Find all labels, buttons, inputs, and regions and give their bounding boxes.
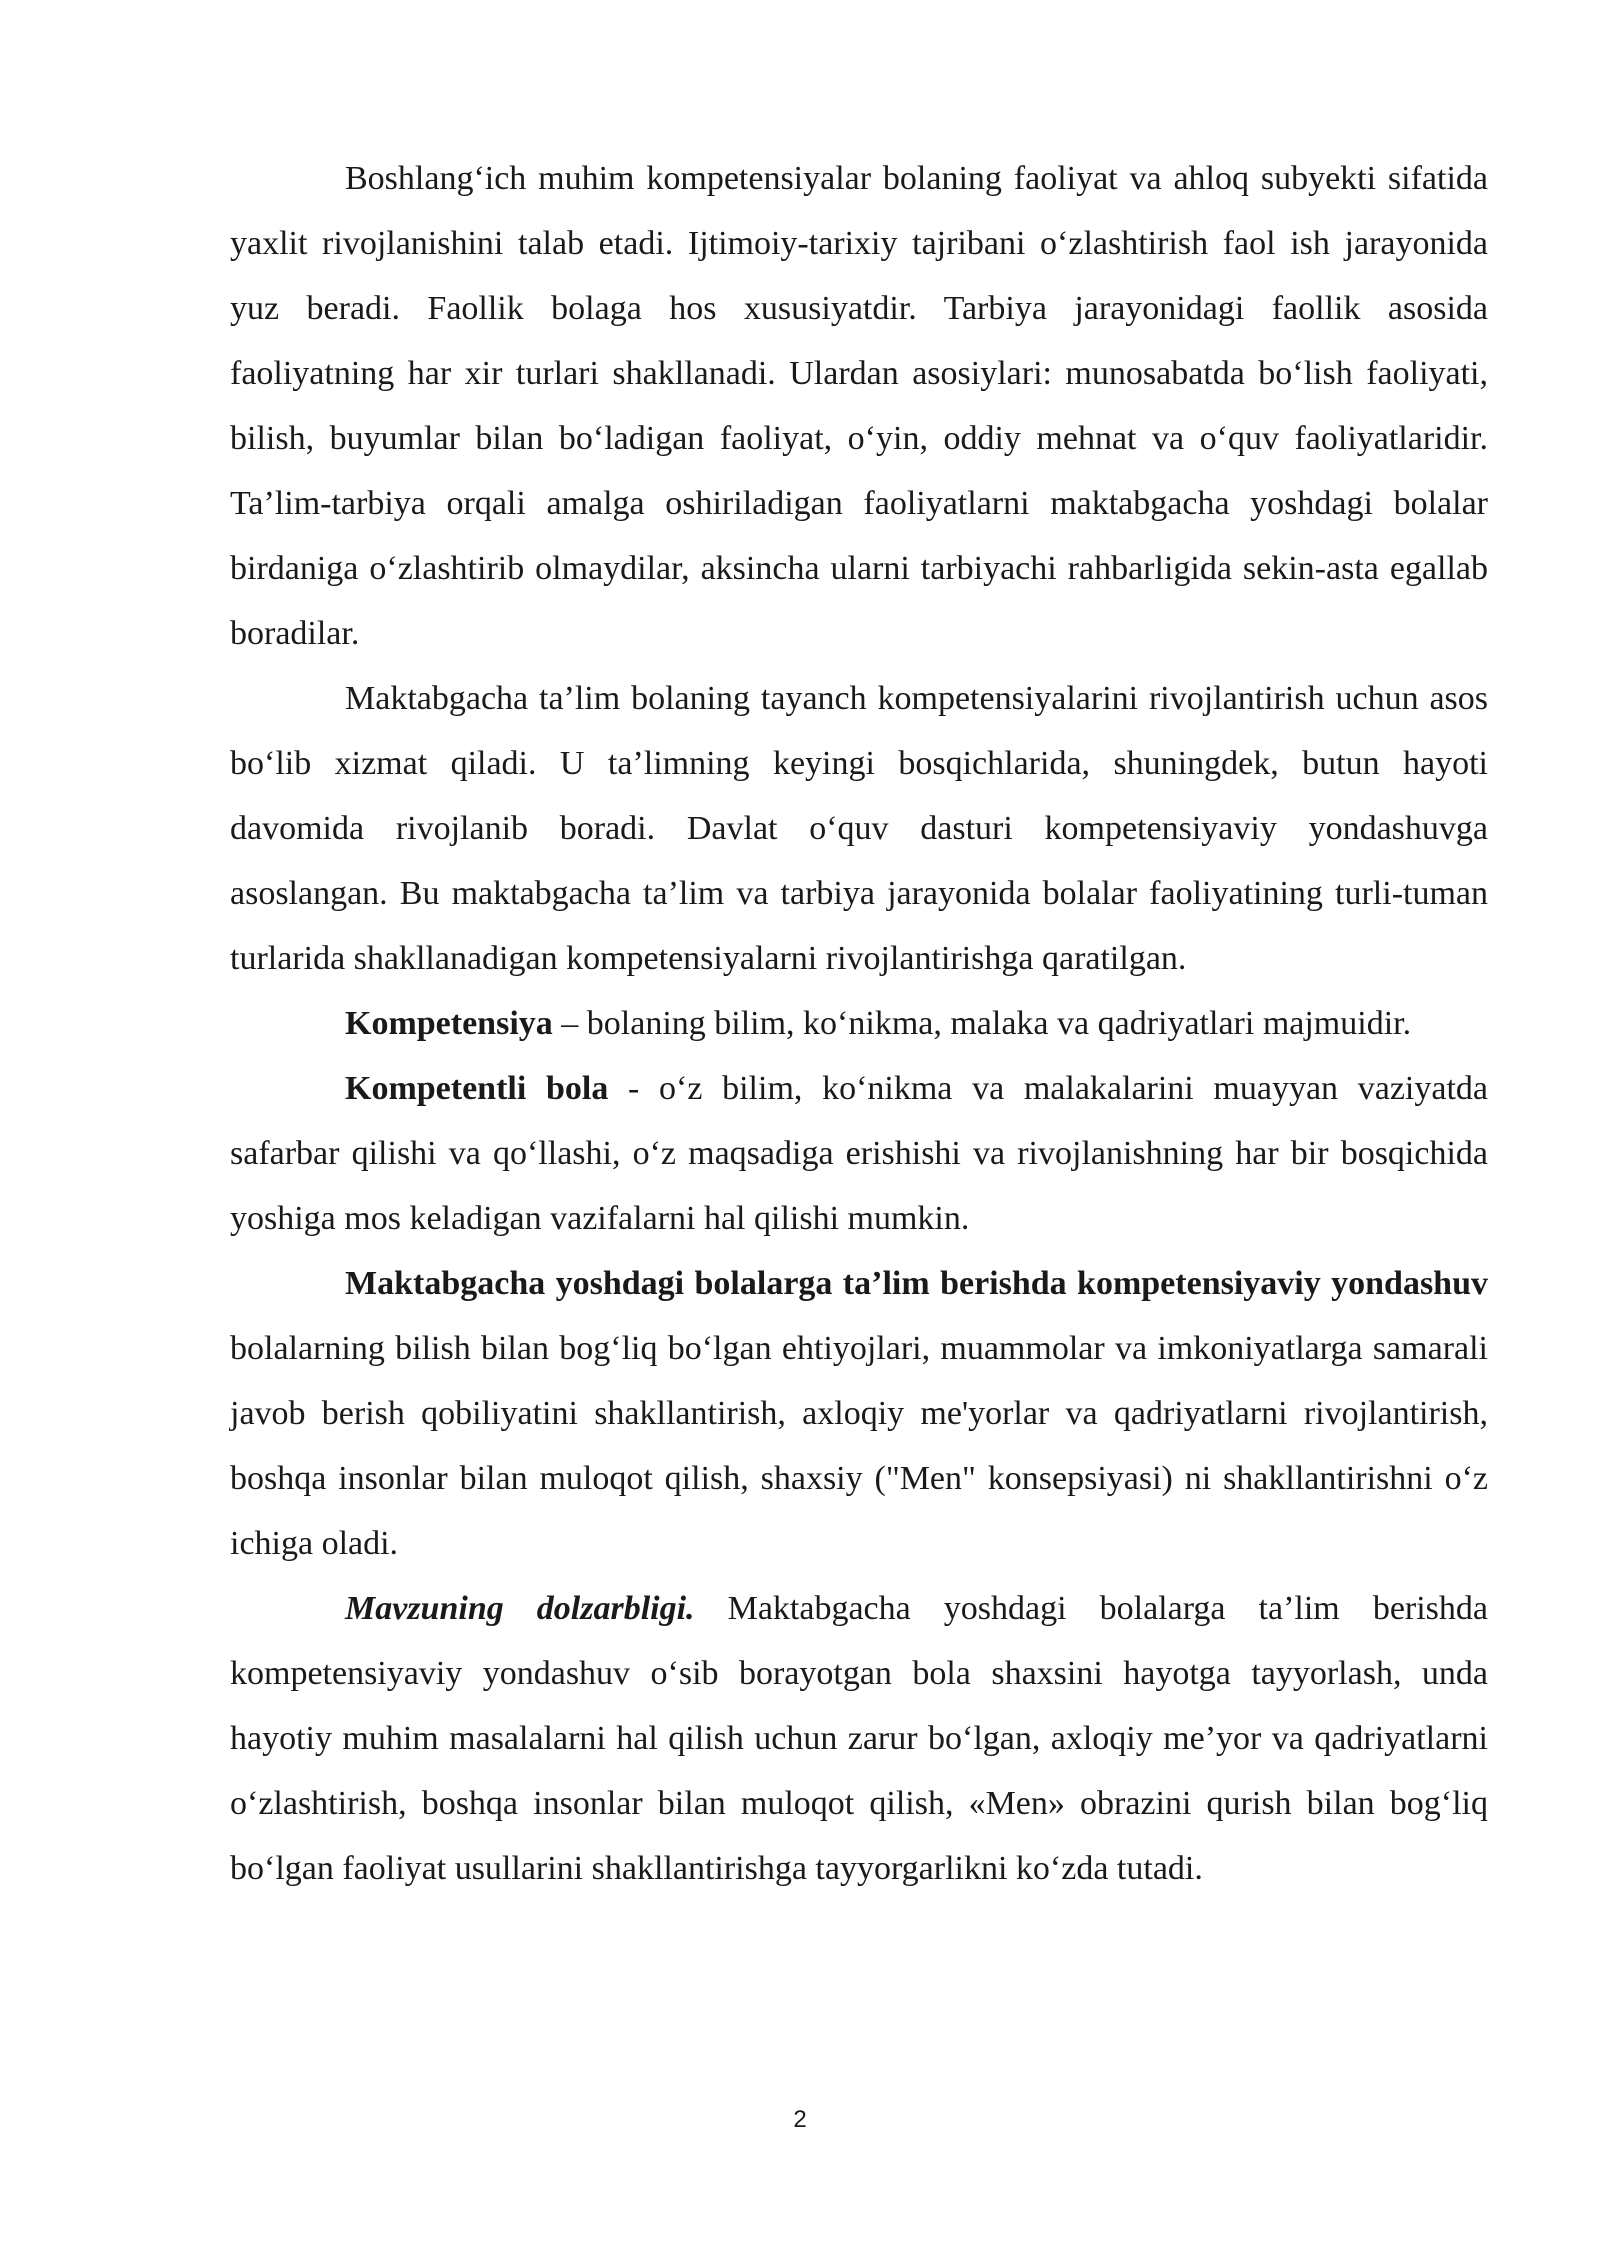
paragraph-text: - o‘z bilim, ko‘nikma va malakalarini muayyan vaziyatda safarbar qilishi va qo‘llashi, o‘z maqsadiga erishishi va rivojlanishning har bir bosqichida yoshiga mos keladigan vazifalarni hal qilishi mumkin. xyxy=(230,1070,1488,1237)
paragraph-3 xyxy=(230,991,1488,1056)
paragraph-text: Boshlang‘ich muhim kompetensiyalar bolaning faoliyat va ahloq subyekti sifatida yaxlit rivojlanishini talab etadi. Ijtimoiy-tarixiy tajribani o‘zlashtirish faol ish jarayonida yuz beradi. Faollik bolaga hos xususiyatdir. Tarbiya jarayonidagi faollik asosida faoliyatning har xir turlari shakllanadi. Ulardan asosiylari: munosabatda bo‘lish faoliyati, bilish, buyumlar bilan bo‘ladigan faoliyat, o‘yin, oddiy mehnat va o‘quv faoliyatlaridir. Ta’lim-tarbiya orqali amalga oshiriladigan faoliyatlarni maktabgacha yoshdagi bolalar birdaniga o‘zlashtirib olmaydilar, aksincha ularni tarbiyachi rahbarligida sekin-asta egallab boradilar. xyxy=(230,160,1488,652)
term-mavzuning-dolzarbligi: Mavzuning dolzarbligi. xyxy=(345,1590,695,1627)
term-kompetentli-bola: Kompetentli bola xyxy=(345,1070,609,1107)
paragraph-5 xyxy=(230,1251,1488,1576)
document-body xyxy=(230,146,1488,1901)
paragraph-text: Maktabgacha ta’lim bolaning tayanch kompetensiyalarini rivojlantirish uchun asos bo‘lib xizmat qiladi. U ta’limning keyingi bosqichlarida, shuningdek, butun hayoti davomida rivojlanib boradi. Davlat o‘quv dasturi kompetensiyaviy yondashuvga asoslangan. Bu maktabgacha ta’lim va tarbiya jarayonida bolalar faoliyatining turli-tuman turlarida shakllanadigan kompetensiyalarni rivojlantirishga qaratilgan. xyxy=(230,680,1488,977)
page-number: 2 xyxy=(793,2106,807,2133)
paragraph-2 xyxy=(230,666,1488,991)
term-kompetensiyaviy-yondashuv: Maktabgacha yoshdagi bolalarga ta’lim berishda kompetensiyaviy yondashuv xyxy=(345,1265,1488,1302)
paragraph-text: bolalarning bilish bilan bog‘liq bo‘lgan ehtiyojlari, muammolar va imkoniyatlarga samarali javob berish qobiliyatini shakllantirish, axloqiy me'yorlar va qadriyatlarni rivojlantirish, boshqa insonlar bilan muloqot qilish, shaxsiy ("Men" konsepsiyasi) ni shakllantirishni o‘z ichiga oladi. xyxy=(230,1330,1488,1562)
term-kompetensiya: Kompetensiya xyxy=(345,1005,553,1042)
paragraph-text: – bolaning bilim, ko‘nikma, malaka va qadriyatlari majmuidir. xyxy=(552,1005,1412,1042)
paragraph-4 xyxy=(230,1056,1488,1251)
paragraph-1 xyxy=(230,146,1488,666)
paragraph-6 xyxy=(230,1576,1488,1901)
paragraph-text: Maktabgacha yoshdagi bolalarga ta’lim berishda kompetensiyaviy yondashuv o‘sib borayotgan bola shaxsini hayotga tayyorlash, unda hayotiy muhim masalalarni hal qilish uchun zarur bo‘lgan, axloqiy me’yor va qadriyatlarni o‘zlashtirish, boshqa insonlar bilan muloqot qilish, «Men» obrazini qurish bilan bog‘liq bo‘lgan faoliyat usullarini shakllantirishga tayyorgarlikni ko‘zda tutadi. xyxy=(230,1590,1488,1887)
